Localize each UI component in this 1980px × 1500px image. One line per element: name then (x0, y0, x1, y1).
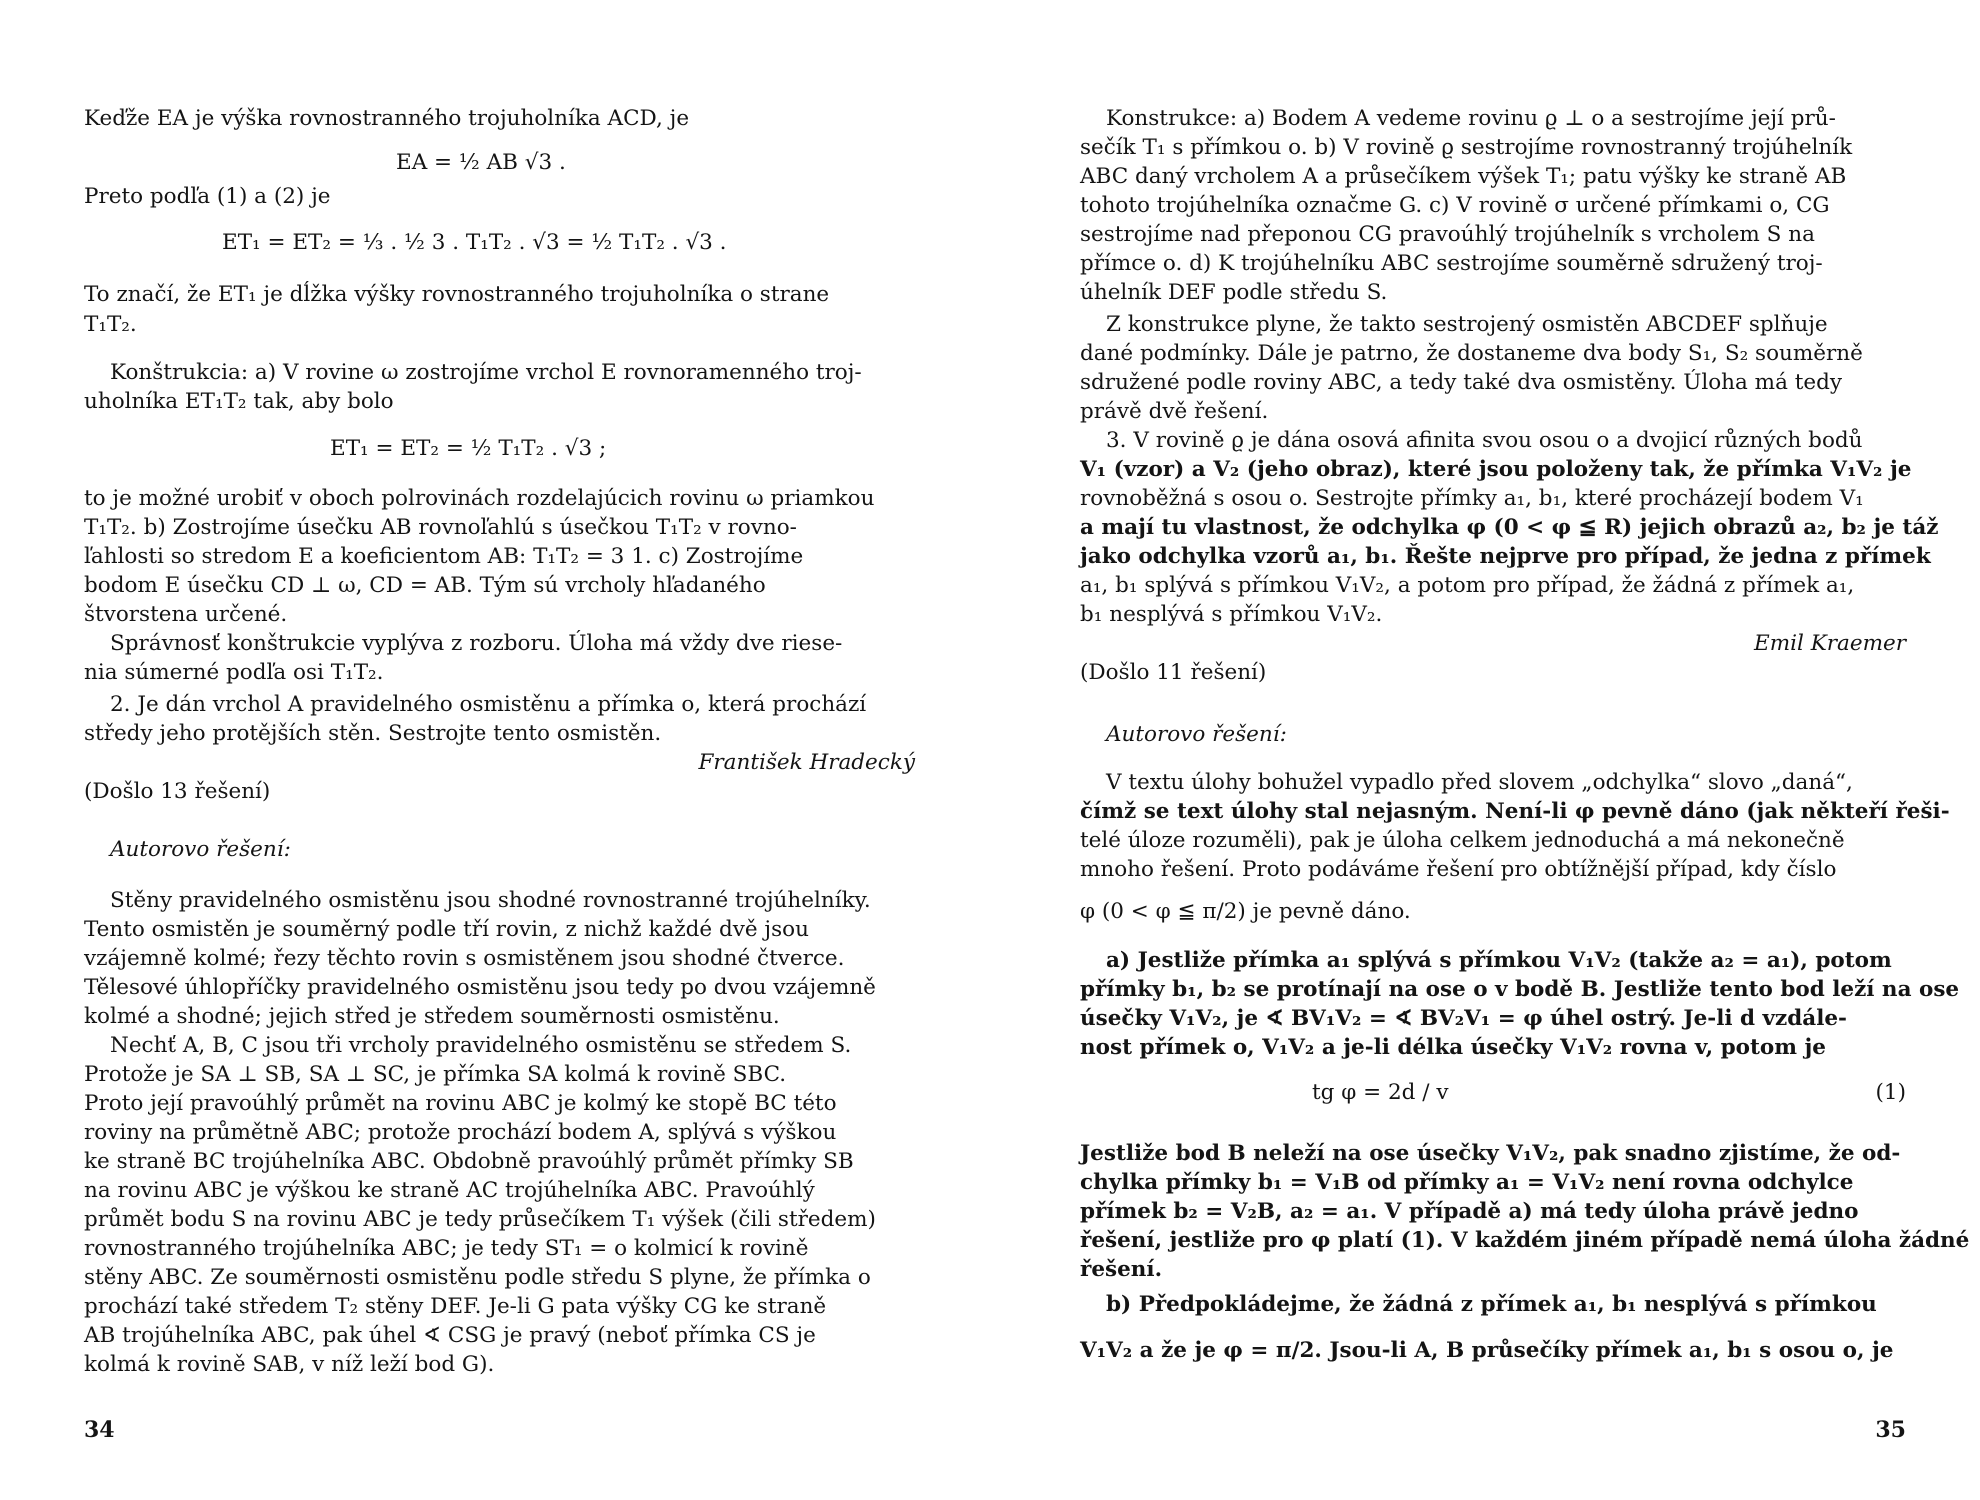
text-line: 2. Je dán vrchol A pravidelného osmistěnu a přímka o, která prochází (110, 692, 867, 717)
text-line: AB trojúhelníka ABC, pak úhel ∢ CSG je pravý (neboť přímka CS je (84, 1323, 816, 1348)
text-line: ľahlosti so stredom E a koeficientom AB: T₁T₂ = 3 1. c) Zostrojíme (84, 544, 804, 569)
text-line: sestrojíme nad přeponou CG pravoúhlý trojúhelník s vrcholem S na (1080, 222, 1815, 247)
text-line: T₁T₂. (84, 312, 137, 337)
text-line: tohoto trojúhelníka označme G. c) V rovině σ určené přímkami o, CG (1080, 193, 1830, 218)
text-line: čímž se text úlohy stal nejasným. Není-li φ pevně dáno (jak někteří řeši- (1080, 799, 1950, 824)
text-line: b) Předpokládejme, že žádná z přímek a₁, b₁ nesplývá s přímkou (1106, 1292, 1877, 1317)
formula: ET₁ = ET₂ = ½ T₁T₂ . √3 ; (330, 436, 607, 461)
text-line: V textu úlohy bohužel vypadlo před slovem „odchylka“ slovo „daná“, (1106, 770, 1853, 795)
author-signature: Emil Kraemer (1754, 631, 1906, 656)
text-line: kolmé a shodné; jejich střed je středem souměrnosti osmistěnu. (84, 1004, 780, 1029)
text-line: telé úloze rozuměli), pak je úloha celkem jednoduchá a má nekonečně (1080, 828, 1845, 853)
text-line: to je možné urobiť v oboch polrovinách rozdelajúcich rovinu ω priamkou (84, 486, 875, 511)
text-line: Tělesové úhlopříčky pravidelného osmistěnu jsou tedy po dvou vzájemně (84, 975, 876, 1000)
text-line: sečík T₁ s přímkou o. b) V rovině ϱ sestrojíme rovnostranný trojúhelník (1080, 135, 1853, 160)
text-line: Proto její pravoúhlý průmět na rovinu ABC je kolmý ke stopě BC této (84, 1091, 837, 1116)
text-line: nost přímek o, V₁V₂ a je-li délka úsečky V₁V₂ rovna v, potom je (1080, 1035, 1826, 1060)
text-line: chylka přímky b₁ = V₁B od přímky a₁ = V₁V₂ není rovna odchylce (1080, 1170, 1854, 1195)
equation-number: (1) (1875, 1080, 1906, 1105)
text-line: rovnoběžná s osou o. Sestrojte přímky a₁, b₁, které procházejí bodem V₁ (1080, 486, 1864, 511)
text-line: Konstrukce: a) Bodem A vedeme rovinu ϱ ⊥ o a sestrojíme její prů- (1106, 106, 1836, 131)
text-line: ABC daný vrcholem A a průsečíkem výšek T₁; patu výšky ke straně AB (1080, 164, 1847, 189)
text-line: úsečky V₁V₂, je ∢ BV₁V₂ = ∢ BV₂V₁ = φ úhel ostrý. Je-li d vzdále- (1080, 1006, 1847, 1031)
text-line: průmět bodu S na rovinu ABC je tedy průsečíkem T₁ výšek (čili středem) (84, 1207, 876, 1232)
text-line: na rovinu ABC je výškou ke straně AC trojúhelníka ABC. Pravoúhlý (84, 1178, 815, 1203)
text-line: dané podmínky. Dále je patrno, že dostaneme dva body S₁, S₂ souměrně (1080, 341, 1863, 366)
text-line: uholníka ET₁T₂ tak, aby bolo (84, 389, 394, 414)
text-line: a₁, b₁ splývá s přímkou V₁V₂, a potom pro případ, že žádná z přímek a₁, (1080, 573, 1855, 598)
section-heading: Autorovo řešení: (110, 837, 291, 862)
right-page (990, 0, 1980, 1500)
text-line: přímky b₁, b₂ se protínají na ose o v bodě B. Jestliže tento bod leží na ose (1080, 977, 1960, 1002)
text-line: ke straně BC trojúhelníka ABC. Obdobně pravoúhlý průmět přímky SB (84, 1149, 854, 1174)
text-line: nia súmerné podľa osi T₁T₂. (84, 660, 384, 685)
text-line: T₁T₂. b) Zostrojíme úsečku AB rovnoľahlú s úsečkou T₁T₂ v rovno- (84, 515, 797, 540)
author-signature: František Hradecký (698, 750, 915, 775)
text-line: Z konstrukce plyne, že takto sestrojený osmistěn ABCDEF splňuje (1106, 312, 1828, 337)
text-line: rovnostranného trojúhelníka ABC; je tedy ST₁ = o kolmicí k rovině (84, 1236, 809, 1261)
text-line: To značí, že ET₁ je dĺžka výšky rovnostranného trojuholníka o strane (84, 282, 830, 307)
text-line: přímek b₂ = V₂B, a₂ = a₁. V případě a) má tedy úloha právě jedno (1080, 1199, 1859, 1224)
text-line: bodom E úsečku CD ⊥ ω, CD = AB. Tým sú vrcholy hľadaného (84, 573, 766, 598)
text-line: 3. V rovině ϱ je dána osová afinita svou osou o a dvojicí různých bodů (1106, 428, 1863, 453)
text-line: Keďže EA je výška rovnostranného trojuholníka ACD, je (84, 106, 690, 131)
text-line: Tento osmistěn je souměrný podle tří rovin, z nichž každé dvě jsou (84, 917, 809, 942)
text-line: Konštrukcia: a) V rovine ω zostrojíme vrchol E rovnoramenného troj- (110, 360, 862, 385)
text-line: (Došlo 11 řešení) (1080, 660, 1267, 685)
text-line: právě dvě řešení. (1080, 399, 1269, 424)
text-line: Jestliže bod B neleží na ose úsečky V₁V₂, pak snadno zjistíme, že od- (1080, 1141, 1901, 1166)
text-line: prochází také středem T₂ stěny DEF. Je-li G pata výšky CG ke straně (84, 1294, 827, 1319)
text-line: Nechť A, B, C jsou tři vrcholy pravidelného osmistěnu se středem S. (110, 1033, 852, 1058)
text-line: Stěny pravidelného osmistěnu jsou shodné rovnostranné trojúhelníky. (110, 888, 871, 913)
text-line: stěny ABC. Ze souměrnosti osmistěnu podle středu S plyne, že přímka o (84, 1265, 871, 1290)
text-line: úhelník DEF podle středu S. (1080, 280, 1388, 305)
text-line: b₁ nesplývá s přímkou V₁V₂. (1080, 602, 1383, 627)
text-line: Protože je SA ⊥ SB, SA ⊥ SC, je přímka SA kolmá k rovině SBC. (84, 1062, 787, 1087)
text-line: Preto podľa (1) a (2) je (84, 184, 331, 209)
text-line: V₁V₂ a že je φ = π/2. Jsou-li A, B průsečíky přímek a₁, b₁ s osou o, je (1080, 1338, 1894, 1363)
formula: EA = ½ AB √3 . (396, 150, 566, 175)
text-line: jako odchylka vzorů a₁, b₁. Řešte nejprve pro případ, že jedna z přímek (1080, 544, 1931, 569)
text-line: vzájemně kolmé; řezy těchto rovin s osmistěnem jsou shodné čtverce. (84, 946, 845, 971)
text-line: řešení. (1080, 1257, 1163, 1282)
text-line: štvorstena určené. (84, 602, 288, 627)
text-line: přímce o. d) K trojúhelníku ABC sestrojíme souměrně sdružený troj- (1080, 251, 1823, 276)
text-line: roviny na průmětně ABC; protože prochází bodem A, splývá s výškou (84, 1120, 837, 1145)
formula: φ (0 < φ ≦ π/2) je pevně dáno. (1080, 899, 1411, 924)
text-line: a) Jestliže přímka a₁ splývá s přímkou V₁V₂ (takže a₂ = a₁), potom (1106, 948, 1892, 973)
section-heading: Autorovo řešení: (1106, 722, 1287, 747)
text-line: Správnosť konštrukcie vyplýva z rozboru. Úloha má vždy dve riese- (110, 631, 843, 656)
text-line: kolmá k rovině SAB, v níž leží bod G). (84, 1352, 495, 1377)
text-line: mnoho řešení. Proto podáváme řešení pro obtížnější případ, kdy číslo (1080, 857, 1837, 882)
text-line: sdružené podle roviny ABC, a tedy také dva osmistěny. Úloha má tedy (1080, 370, 1842, 395)
text-line: středy jeho protějších stěn. Sestrojte tento osmistěn. (84, 721, 662, 746)
formula: tg φ = 2d / v (1312, 1080, 1449, 1105)
text-line: V₁ (vzor) a V₂ (jeho obraz), které jsou položeny tak, že přímka V₁V₂ je (1080, 457, 1912, 482)
formula: ET₁ = ET₂ = ⅓ . ½ 3 . T₁T₂ . √3 = ½ T₁T₂ . √3 . (222, 230, 727, 255)
text-line: (Došlo 13 řešení) (84, 779, 271, 804)
page-number: 35 (1875, 1417, 1906, 1443)
page-number: 34 (84, 1417, 115, 1443)
text-line: řešení, jestliže pro φ platí (1). V každém jiném případě nemá úloha žádné (1080, 1228, 1970, 1253)
text-line: a mají tu vlastnost, že odchylka φ (0 < φ ≦ R) jejich obrazů a₂, b₂ je táž (1080, 515, 1939, 540)
